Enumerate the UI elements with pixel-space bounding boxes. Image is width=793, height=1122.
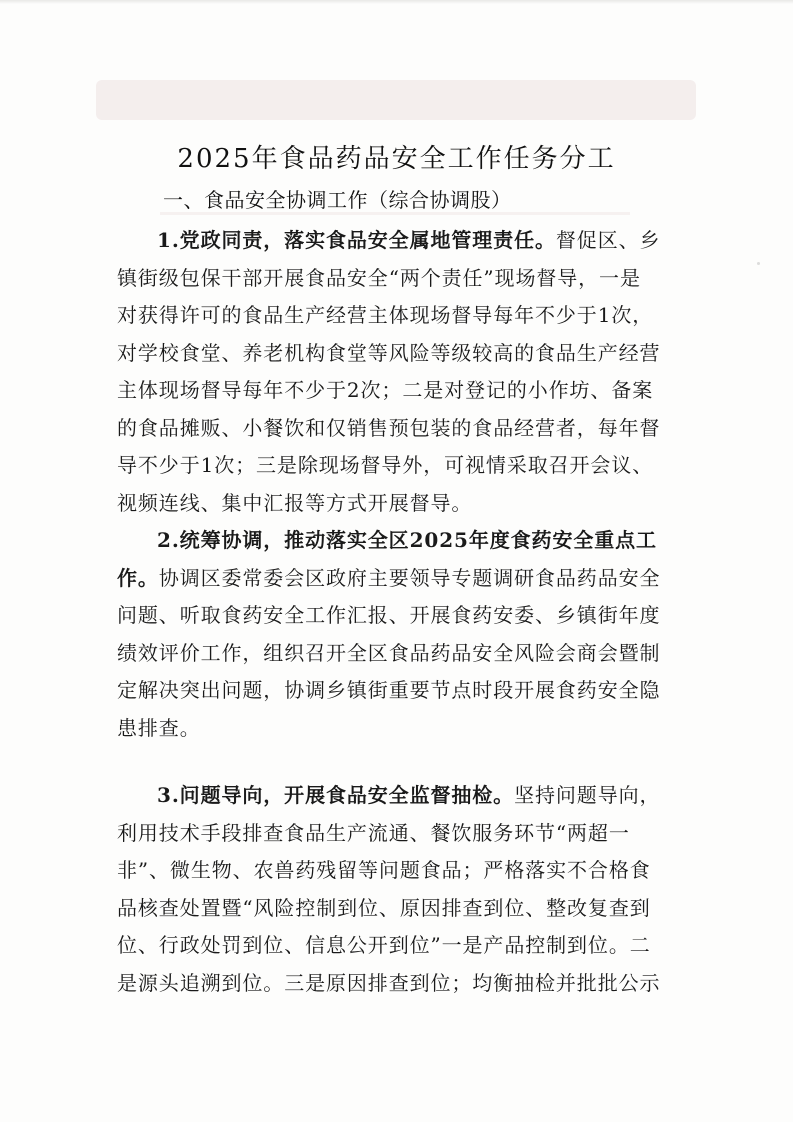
paragraph-line: 患排查。 [117, 715, 201, 740]
paragraph-heading: 3.问题导向，开展食品安全监督抽检。 [157, 783, 515, 807]
paragraph-line [117, 777, 677, 815]
paragraph-text: 坚持问题导向， [514, 783, 661, 807]
paragraph-heading: 2.统筹协调，推动落实全区2025年度食药安全重点工 [157, 528, 657, 552]
page-edge [0, 0, 793, 4]
paragraph-heading: 1.党政同责，落实食品安全属地管理责任。 [157, 228, 556, 252]
paragraph-line: 定解决突出问题，协调乡镇街重要节点时段开展食药安全隐 [117, 678, 661, 702]
paragraph-text: 督促区、乡 [555, 228, 661, 252]
scan-speck [757, 262, 760, 265]
paragraph-line [117, 560, 677, 598]
section-heading: 一、食品安全协调工作（综合协调股） [163, 188, 512, 212]
paragraph-text: 协调区委常委会区政府主要领导专题调研食品药品安全 [158, 565, 661, 590]
paragraph-line: 的食品摊贩、小餐饮和仅销售预包装的食品经营者，每年督 [117, 415, 661, 440]
paragraph-3 [117, 777, 677, 1002]
paragraph-line: 主体现场督导每年不少于2次；二是对登记的小作坊、备案 [117, 378, 654, 402]
paragraph-line: 是源头追溯到位。三是原因排查到位；均衡抽检并批批公示 [117, 970, 661, 995]
paragraph-line: 利用技术手段排查食品生产流通、餐饮服务环节“两超一 [117, 820, 630, 845]
document-title: 2025年食品药品安全工作任务分工 [177, 144, 616, 174]
paragraph-1 [117, 222, 677, 522]
paragraph-2 [117, 522, 677, 747]
paragraph-heading-end: 作。 [117, 565, 159, 590]
paragraph-line: 镇街级包保干部开展食品安全“两个责任”现场督导，一是 [117, 265, 641, 290]
paragraph-line: 非”、微生物、农兽药残留等问题食品；严格落实不合格食 [117, 858, 651, 882]
paragraph-line: 位、行政处罚到位、信息公开到位”一是产品控制到位。二 [117, 933, 651, 957]
letterhead-bleed-through [96, 72, 696, 132]
paragraph-line: 对学校食堂、养老机构食堂等风险等级较高的食品生产经营 [117, 340, 661, 365]
paragraph-line: 视频连线、集中汇报等方式开展督导。 [117, 490, 473, 515]
paragraph-line: 绩效评价工作，组织召开全区食品药品安全风险会商会暨制 [117, 640, 661, 665]
paragraph-line: 对获得许可的食品生产经营主体现场督导每年不少于1次， [117, 303, 654, 327]
paragraph-line: 品核查处置暨“风险控制到位、原因排查到位、整改复查到 [117, 895, 651, 920]
paragraph-line: 问题、听取食药安全工作汇报、开展食药安委、乡镇街年度 [117, 603, 661, 627]
paragraph-line: 导不少于1次；三是除现场督导外，可视情采取召开会议、 [117, 453, 654, 477]
paragraph-line [117, 222, 677, 260]
